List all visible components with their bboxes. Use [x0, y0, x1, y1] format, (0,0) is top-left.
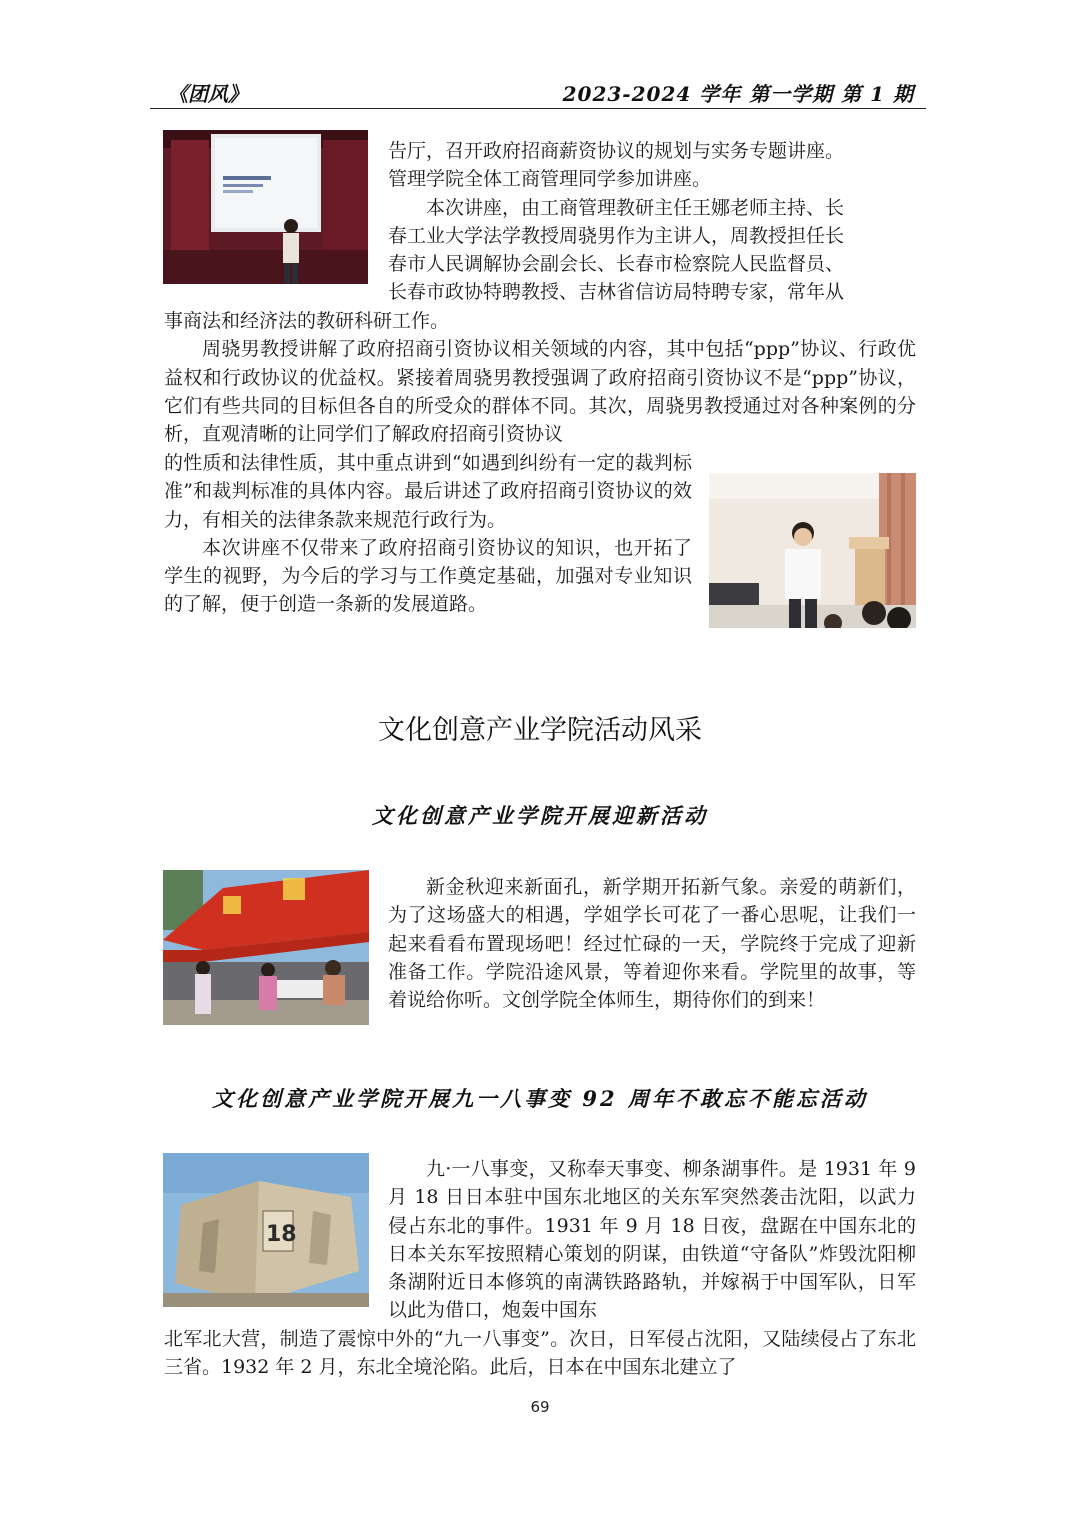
- article1-line: 本次讲座，由工商管理教研主任王娜老师主持、长: [426, 196, 845, 219]
- welcome-tent-photo-drawing: [163, 870, 369, 1025]
- article2-title: 文化创意产业学院开展迎新活动: [372, 803, 708, 828]
- article1-paragraph: 的性质和法律性质，其中重点讲到“如遇到纠纷有一定的裁判标准”和裁判标准的具体内容。最后讲述了政府招商引资协议的效力，有相关的法律条款来规范行政行为。: [164, 452, 692, 531]
- page-number: 69: [530, 1398, 550, 1416]
- issue-info: 2023-2024 学年 第一学期 第 1 期: [562, 82, 914, 106]
- lecture-photo-drawing: [163, 130, 368, 284]
- article1-line: 春工业大学法学教授周骁男作为主讲人，周教授担任长: [388, 224, 845, 247]
- speaker-photo-drawing: [709, 473, 916, 628]
- article1-line: 告厅，召开政府招商薪资协议的规划与实务专题讲座。: [388, 140, 845, 162]
- welcome-tent-photo: [163, 870, 369, 1025]
- article1-left-block: [164, 449, 692, 619]
- article3-wrap-body: 九·一八事变，又称奉天事变、柳条湖事件。是 1931 年 9 月 18 日日本驻中国东北地区的关东军突然袭击沈阳，以武力侵占东北的事件。1931 年 9 月 18 日夜，盘踞在中国东北的日本关东军按照精心策划的阴谋，由铁道“守备队”炸毁沈阳柳条湖附近日本修筑的南满铁路路轨，并嫁祸于中国军队，日军以此为借口，炮轰中国东: [388, 1158, 916, 1322]
- article3-full-body: 北军北大营，制造了震惊中外的“九一八事变”。次日，日军侵占沈阳，又陆续侵占了东北三省。1932 年 2 月，东北全境沦陷。此后，日本在中国东北建立了: [164, 1328, 916, 1379]
- article1-line: 长春市政协特聘教授、吉林省信访局特聘专家，常年从: [388, 281, 845, 304]
- article1-wrap-block: [388, 137, 916, 307]
- header-rule: [150, 108, 926, 109]
- article3-title: 文化创意产业学院开展九一八事变 92 周年不敢忘不能忘活动: [212, 1086, 868, 1111]
- lecture-photo: [163, 130, 368, 284]
- monument-photo-drawing: [163, 1153, 369, 1307]
- article1-paragraph-tail: 事商法和经济法的教研科研工作。: [164, 310, 450, 332]
- article1-line: 管理学院全体工商管理同学参加讲座。: [388, 168, 712, 191]
- article1-paragraph: 周骁男教授讲解了政府招商引资协议相关领域的内容，其中包括“ppp”协议、行政优益权和行政协议的优益权。紧接着周骁男教授强调了政府招商引资协议不是“ppp”协议，它们有些共同的目标但各自的所受众的群体不同。其次，周骁男教授通过对各种案例的分析，直观清晰的让同学们了解政府招商引资协议: [164, 338, 916, 446]
- journal-name: 《团风》: [168, 82, 248, 106]
- section-title: 文化创意产业学院活动风采: [378, 715, 702, 746]
- article1-paragraph: 本次讲座不仅带来了政府招商引资协议的知识，也开拓了学生的视野，为今后的学习与工作奠定基础，加强对专业知识的了解，便于创造一条新的发展道路。: [164, 536, 692, 616]
- speaker-photo: [709, 473, 916, 628]
- article1-full-block: [164, 307, 916, 448]
- monument-photo: [163, 1153, 369, 1307]
- article1-line: 春市人民调解协会副会长、长春市检察院人民监督员、: [388, 253, 845, 276]
- article2-body: 新金秋迎来新面孔，新学期开拓新气象。亲爱的萌新们，为了这场盛大的相遇，学姐学长可花了一番心思呢，让我们一起来看看布置现场吧！经过忙碌的一天，学院终于完成了迎新准备工作。学院沿途风景，等着迎你来看。学院里的故事，等着说给你听。文创学院全体师生，期待你们的到来！: [388, 876, 916, 1012]
- monument-number: 18: [266, 1222, 297, 1247]
